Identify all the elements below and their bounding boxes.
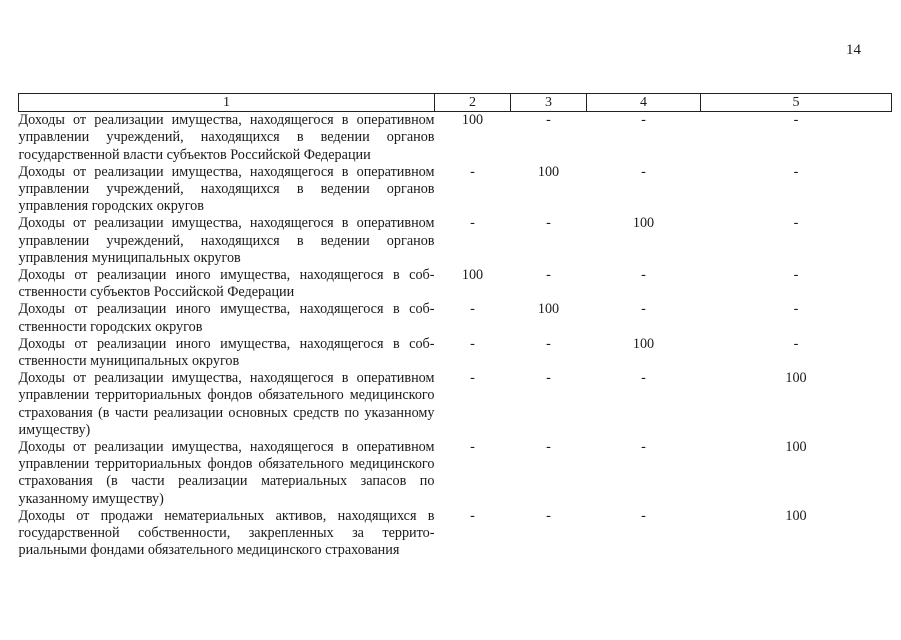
row-value-col5: 100 bbox=[785, 439, 807, 456]
row-value-col2: - bbox=[470, 370, 475, 387]
row-value-col3: - bbox=[546, 370, 551, 387]
row-value-col2: - bbox=[470, 335, 475, 352]
row-value-col4: - bbox=[641, 370, 646, 387]
row-description: Доходы от реализации иного имущества, находящегося в собственности городских округов bbox=[18, 301, 435, 335]
row-value-col4: - bbox=[641, 163, 646, 180]
row-description: Доходы от реализации имущества, находящегося в оперативном управлении территориальных фондов обязательного медицинского страхования (в части реализации материальных запасов по указанному имуществу) bbox=[18, 439, 435, 507]
row-value-col2: - bbox=[470, 301, 475, 318]
table-row bbox=[19, 301, 892, 335]
table-row bbox=[19, 215, 892, 267]
row-value-col3: - bbox=[546, 112, 551, 129]
row-value-col5: - bbox=[793, 335, 799, 352]
table-row bbox=[19, 508, 892, 560]
row-value-col3: - bbox=[546, 267, 551, 284]
row-value-col3: - bbox=[546, 335, 551, 352]
row-value-col5: - bbox=[793, 267, 799, 284]
row-value-col5: 100 bbox=[785, 507, 807, 524]
row-description: Доходы от реализации имущества, находящегося в оперативном управлении учреждений, находящихся в ведении органов управления городских округов bbox=[18, 163, 435, 215]
column-header-3: 3 bbox=[511, 94, 587, 112]
row-value-col4: - bbox=[641, 267, 646, 284]
row-value-col2: 100 bbox=[461, 267, 484, 284]
row-value-col4: - bbox=[641, 439, 646, 456]
column-header-2: 2 bbox=[435, 94, 511, 112]
row-value-col2: 100 bbox=[461, 112, 484, 129]
row-description: Доходы от реализации иного имущества, находящегося в собственности муниципальных округов bbox=[18, 335, 435, 370]
row-value-col4: - bbox=[641, 112, 646, 129]
row-value-col4: 100 bbox=[632, 335, 655, 352]
row-value-col3: 100 bbox=[537, 163, 560, 180]
row-value-col2: - bbox=[470, 215, 475, 232]
row-value-col3: - bbox=[546, 439, 551, 456]
row-value-col4: 100 bbox=[632, 215, 655, 232]
row-description: Доходы от продажи нематериальных активов, находящихся в государственной собственности, закрепленных за территориальными фондами обязательного медицинского страхования bbox=[18, 507, 435, 559]
table-row bbox=[19, 336, 892, 370]
row-description: Доходы от реализации имущества, находящегося в оперативном управлении учреждений, находящихся в ведении органов управления муниципальных округов bbox=[18, 215, 435, 266]
row-value-col2: - bbox=[470, 507, 475, 524]
row-description: Доходы от реализации иного имущества, находящегося в собственности субъектов Российской Федерации bbox=[18, 267, 435, 301]
table-row bbox=[19, 439, 892, 508]
table-row bbox=[19, 112, 892, 164]
row-description: Доходы от реализации имущества, находящегося в оперативном управлении учреждений, находящихся в ведении органов государственной власти субъектов Российской Федерации bbox=[18, 112, 435, 163]
column-header-5: 5 bbox=[701, 94, 892, 112]
table-header-row bbox=[19, 94, 892, 112]
row-value-col3: 100 bbox=[537, 301, 560, 318]
row-value-col3: - bbox=[546, 507, 551, 524]
row-value-col2: - bbox=[470, 439, 475, 456]
row-description: Доходы от реализации имущества, находящегося в оперативном управлении территориальных фондов обязательного медицинского страхования (в части реализации основных средств по указанному имуществу) bbox=[18, 370, 435, 438]
page-number: 14 bbox=[846, 42, 861, 58]
column-header-1: 1 bbox=[19, 94, 435, 112]
row-value-col5: 100 bbox=[785, 370, 807, 387]
row-value-col2: - bbox=[470, 163, 475, 180]
row-value-col5: - bbox=[793, 163, 799, 180]
column-header-4: 4 bbox=[587, 94, 701, 112]
row-value-col5: - bbox=[793, 112, 799, 129]
row-value-col4: - bbox=[641, 507, 646, 524]
row-value-col4: - bbox=[641, 301, 646, 318]
table-row bbox=[19, 267, 892, 301]
table-row bbox=[19, 164, 892, 216]
revenue-allocation-table bbox=[18, 93, 892, 559]
row-value-col5: - bbox=[793, 215, 799, 232]
row-value-col3: - bbox=[546, 215, 551, 232]
table-row bbox=[19, 370, 892, 439]
row-value-col5: - bbox=[793, 301, 799, 318]
